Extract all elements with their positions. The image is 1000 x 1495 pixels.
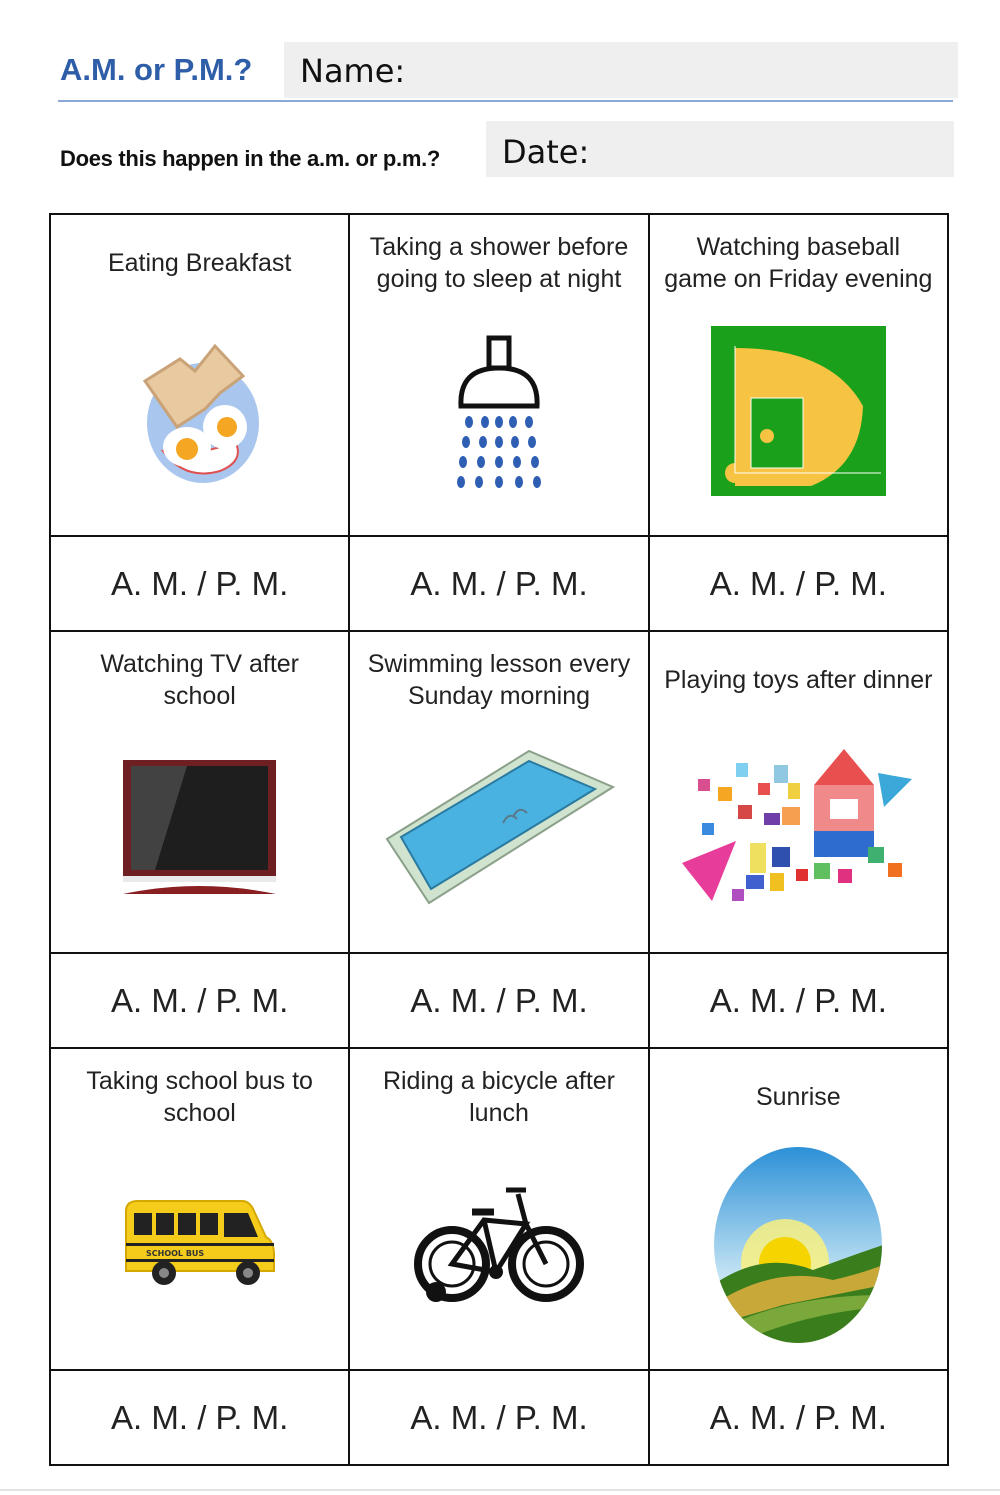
shower-icon [439, 326, 559, 496]
answer-cell[interactable]: A. M. / P. M. [50, 536, 349, 631]
worksheet-title: A.M. or P.M.? [60, 52, 253, 87]
name-label: Name: [300, 52, 406, 90]
date-label: Date: [502, 133, 590, 171]
instruction-text: Does this happen in the a.m. or p.m.? [60, 146, 441, 171]
activity-label: Riding a bicycle after lunch [382, 1067, 616, 1127]
bus-sign: SCHOOL BUS [145, 1249, 204, 1258]
answer-cell[interactable]: A. M. / P. M. [649, 953, 948, 1048]
toy-blocks-icon [678, 743, 918, 913]
activity-grid [49, 213, 949, 1466]
answer-cell[interactable]: A. M. / P. M. [349, 1370, 648, 1465]
bicycle-icon [414, 1180, 584, 1310]
activity-card [349, 214, 648, 536]
activity-label: Taking a shower before going to sleep at night [369, 233, 629, 293]
activity-card [649, 214, 948, 536]
sunrise-icon [713, 1145, 883, 1345]
activity-label: Swimming lesson every Sunday morning [367, 650, 631, 710]
activity-card [50, 631, 349, 953]
answer-cell[interactable]: A. M. / P. M. [349, 953, 648, 1048]
school-bus-icon [120, 1195, 280, 1295]
activity-label: Taking school bus to school [86, 1067, 313, 1127]
activity-label: Sunrise [755, 1083, 841, 1111]
answer-cell[interactable]: A. M. / P. M. [349, 536, 648, 631]
page-bottom-divider [0, 1489, 1000, 1491]
name-field[interactable] [284, 42, 958, 98]
swimming-pool-icon [379, 743, 619, 913]
activity-card [50, 1048, 349, 1370]
answer-cell[interactable]: A. M. / P. M. [50, 1370, 349, 1465]
activity-card [649, 1048, 948, 1370]
activity-card [349, 1048, 648, 1370]
activity-card [50, 214, 349, 536]
baseball-field-icon [711, 326, 886, 496]
answer-cell[interactable]: A. M. / P. M. [649, 536, 948, 631]
breakfast-icon [125, 331, 275, 491]
answer-cell[interactable]: A. M. / P. M. [50, 953, 349, 1048]
activity-card [649, 631, 948, 953]
tv-icon [117, 756, 282, 901]
date-field[interactable] [486, 121, 954, 177]
activity-label: Watching baseball game on Friday evening [664, 233, 933, 293]
answer-cell[interactable]: A. M. / P. M. [649, 1370, 948, 1465]
activity-label: Eating Breakfast [107, 249, 292, 277]
activity-label: Playing toys after dinner [664, 666, 933, 694]
title-divider [58, 100, 953, 102]
activity-label: Watching TV after school [100, 650, 300, 710]
activity-card [349, 631, 648, 953]
